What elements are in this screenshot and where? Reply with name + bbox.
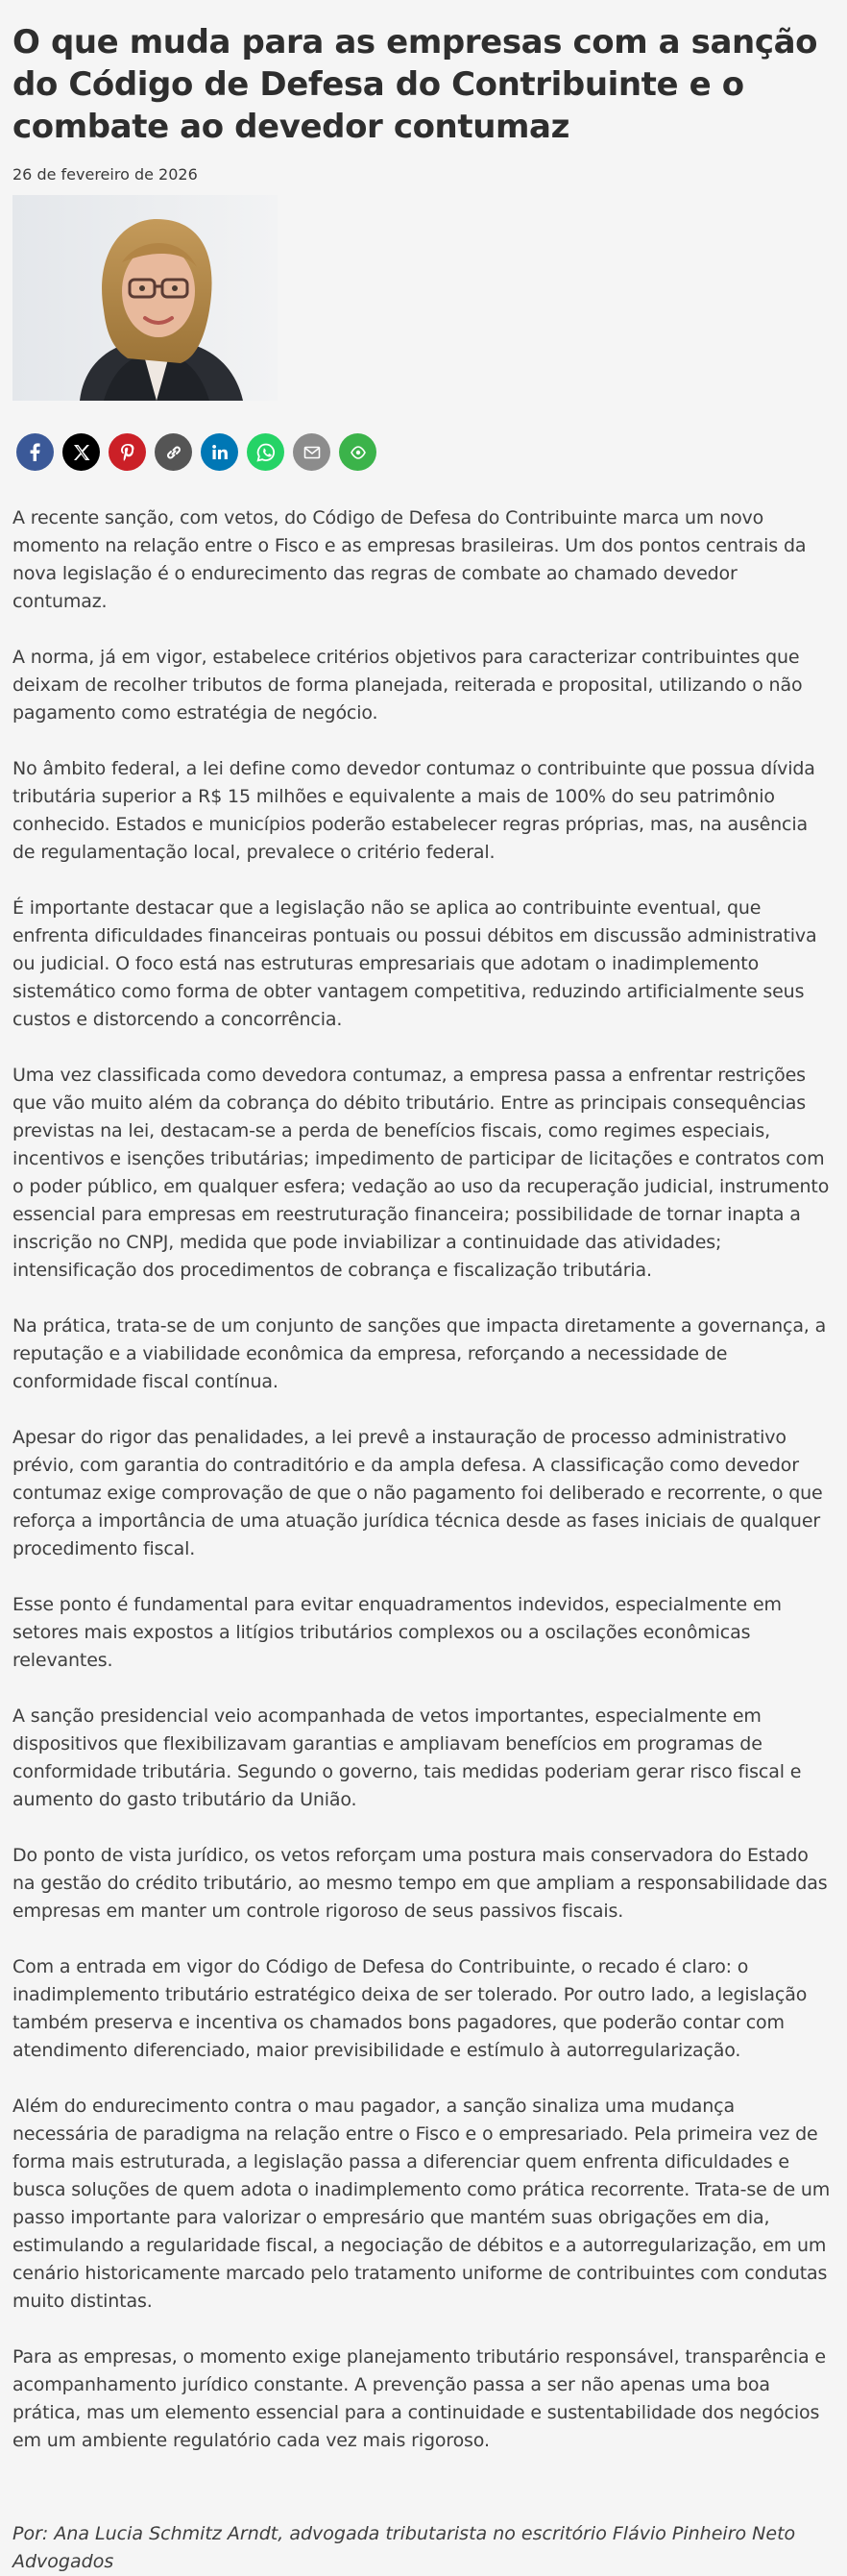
paragraph: Para as empresas, o momento exige planejamento tributário responsável, transparência e acompanhamento jurídico constante. A prevenção passa a ser não apenas uma boa prática, mas um elemento essencial para a continuidade e sustentabilidade dos negócios em um ambiente regulatório cada vez mais rigoroso. xyxy=(12,2346,826,2451)
share-bar xyxy=(16,433,835,471)
paragraph: Além do endurecimento contra o mau pagador, a sanção sinaliza uma mudança necessária de paradigma na relação entre o Fisco e o empresariado. Pela primeira vez de forma mais estruturada, a legislação passa a diferenciar quem enfrenta dificuldades e busca soluções de quem adota o inadimplemento como prática recorrente. Trata-se de um passo importante para valorizar o empresário que mantém suas obrigações em dia, estimulando a regularidade fiscal, a negociação de débitos e a autorregularização, em um cenário historicamente marcado pelo tratamento uniforme de contribuintes com condutas muito distintas. xyxy=(12,2096,831,2312)
copy-link-button[interactable] xyxy=(155,433,192,471)
email-icon xyxy=(302,443,322,462)
paragraph: Uma vez classificada como devedora contumaz, a empresa passa a enfrentar restrições que vão muito além da cobrança do débito tributário. Entre as principais consequências previstas na lei, destacam-se a perda de benefícios fiscais, como regimes especiais, incentivos e isenções tributárias; impedimento de participar de licitações e contratos com o poder público, em qualquer esfera; vedação ao uso da recuperação judicial, instrumento essencial para empresas em reestruturação financeira; possibilidade de tornar inapta a inscrição no CNPJ, medida que pode inviabilizar a continuidade das atividades; intensificação dos procedimentos de cobrança e fiscalização tributária. xyxy=(12,1065,830,1281)
article-body xyxy=(12,504,835,2455)
more-options-icon xyxy=(349,443,368,462)
paragraph: É importante destacar que a legislação não se aplica ao contribuinte eventual, que enfrenta dificuldades financeiras pontuais ou possui débitos em discussão administrativa ou judicial. O foco está nas estruturas empresariais que adotam o inadimplemento sistemático como forma de obter vantagem competitiva, reduzindo artificialmente seus custos e distorcendo a concorrência. xyxy=(12,897,817,1030)
share-pinterest-button[interactable] xyxy=(109,433,146,471)
author-credit: Por: Ana Lucia Schmitz Arndt, advogada tributarista no escritório Flávio Pinheiro Neto Advogados xyxy=(12,2523,796,2572)
paragraph: Esse ponto é fundamental para evitar enquadramentos indevidos, especialmente em setores mais expostos a litígios tributários complexos ou a oscilações econômicas relevantes. xyxy=(12,1594,782,1671)
author-photo xyxy=(12,195,278,401)
share-linkedin-button[interactable] xyxy=(201,433,238,471)
paragraph: Na prática, trata-se de um conjunto de sanções que impacta diretamente a governança, a reputação e a viabilidade econômica da empresa, reforçando a necessidade de conformidade fiscal contínua. xyxy=(12,1315,827,1392)
whatsapp-icon xyxy=(255,442,277,463)
article-title: O que muda para as empresas com a sanção do Código de Defesa do Contribuinte e o combate ao devedor contumaz xyxy=(12,23,818,146)
paragraph: A sanção presidencial veio acompanhada de vetos importantes, especialmente em dispositivos que flexibilizavam garantias e ampliavam benefícios em programas de conformidade tributária. Segundo o governo, tais medidas poderiam gerar risco fiscal e aumento do gasto tributário da União. xyxy=(12,1705,802,1810)
paragraph: Do ponto de vista jurídico, os vetos reforçam uma postura mais conservadora do Estado na gestão do crédito tributário, ao mesmo tempo em que ampliam a responsabilidade das empresas em manter um controle rigoroso de seus passivos fiscais. xyxy=(12,1845,828,1922)
linkedin-icon xyxy=(210,443,230,462)
facebook-icon xyxy=(26,443,45,462)
share-facebook-button[interactable] xyxy=(16,433,54,471)
paragraph: Com a entrada em vigor do Código de Defesa do Contribuinte, o recado é claro: o inadimplemento tributário estratégico deixa de ser tolerado. Por outro lado, a legislação também preserva e incentiva os chamados bons pagadores, que poderão contar com atendimento diferenciado, maior previsibilidade e estímulo à autorregularização. xyxy=(12,1956,808,2061)
article-date: 26 de fevereiro de 2026 xyxy=(12,165,198,184)
share-email-button[interactable] xyxy=(293,433,330,471)
copy-link-icon xyxy=(164,443,183,462)
paragraph: Apesar do rigor das penalidades, a lei prevê a instauração de processo administrativo prévio, com garantia do contraditório e da ampla defesa. A classificação como devedor contumaz exige comprovação de que o não pagamento foi deliberado e recorrente, o que reforça a importância de uma atuação jurídica técnica desde as fases iniciais de qualquer procedimento fiscal. xyxy=(12,1427,823,1559)
more-share-options-button[interactable] xyxy=(339,433,376,471)
share-whatsapp-button[interactable] xyxy=(247,433,284,471)
paragraph: A norma, já em vigor, estabelece critérios objetivos para caracterizar contribuintes que deixam de recolher tributos de forma planejada, reiterada e proposital, utilizando o não pagamento como estratégia de negócio. xyxy=(12,647,803,724)
paragraph: No âmbito federal, a lei define como devedor contumaz o contribuinte que possua dívida tributária superior a R$ 15 milhões e equivalente a mais de 100% do seu patrimônio conhecido. Estados e municípios poderão estabelecer regras próprias, mas, na ausência de regulamentação local, prevalece o critério federal. xyxy=(12,758,815,863)
paragraph: A recente sanção, com vetos, do Código de Defesa do Contribuinte marca um novo momento na relação entre o Fisco e as empresas brasileiras. Um dos pontos centrais da nova legislação é o endurecimento das regras de combate ao chamado devedor contumaz. xyxy=(12,507,807,612)
pinterest-icon xyxy=(118,443,137,462)
share-x-button[interactable] xyxy=(62,433,100,471)
x-icon xyxy=(72,443,91,462)
